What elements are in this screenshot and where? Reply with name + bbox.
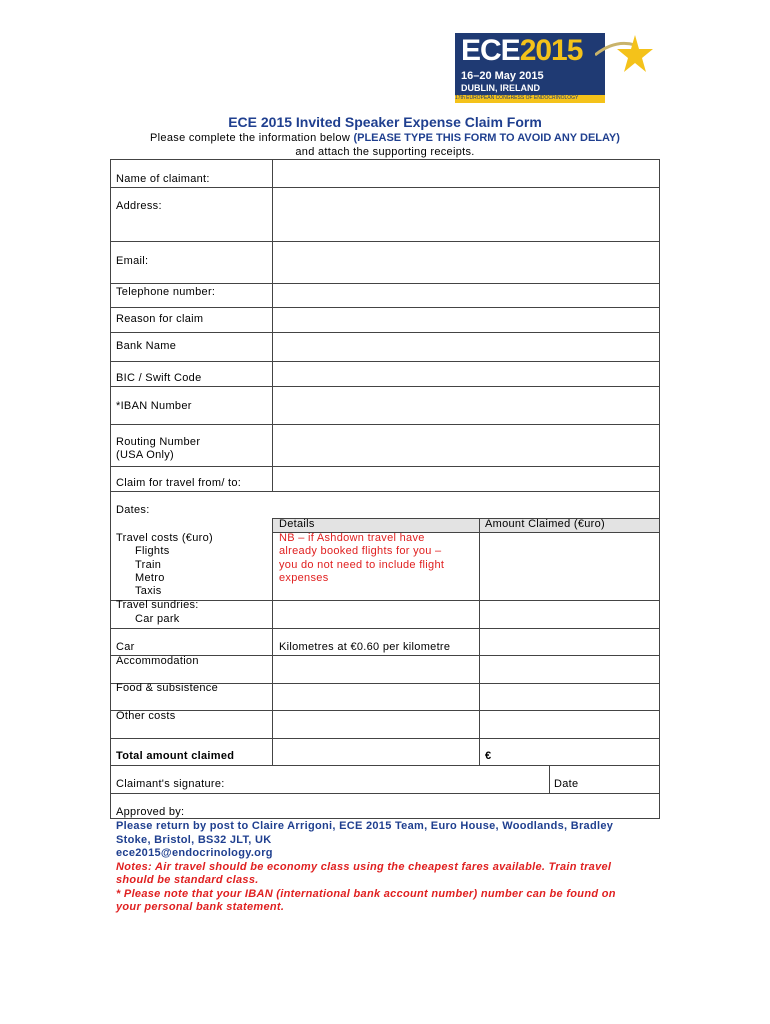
train-label: Train <box>135 559 162 571</box>
rule <box>110 793 660 794</box>
rule <box>110 818 660 819</box>
rule <box>110 241 660 242</box>
return-address-line2: Stoke, Bristol, BS32 JLT, UK <box>116 833 272 846</box>
metro-label: Metro <box>135 572 165 584</box>
nb-note-line3: you do not need to include flight <box>279 559 445 571</box>
flights-label: Flights <box>135 545 170 557</box>
rule <box>110 283 660 284</box>
rule <box>549 765 550 793</box>
rule <box>110 159 660 160</box>
rule <box>110 307 660 308</box>
logo-title: ECE2015 <box>461 34 583 67</box>
rule <box>110 738 660 739</box>
details-header: Details <box>279 518 315 530</box>
travel-notes-line2: should be standard class. <box>116 874 259 886</box>
logo-city: DUBLIN, IRELAND <box>461 83 540 93</box>
instructions-line1: Please complete the information below (PLEASE TYPE THIS FORM TO AVOID ANY DELAY) <box>150 132 620 144</box>
star-icon <box>595 35 653 81</box>
amount-header: Amount Claimed (€uro) <box>485 518 606 530</box>
contact-email[interactable]: ece2015@endocrinology.org <box>116 847 273 859</box>
iban-label: *IBAN Number <box>116 400 192 412</box>
routing-note: (USA Only) <box>116 449 175 461</box>
rule <box>272 518 273 765</box>
rule <box>110 187 660 188</box>
rule <box>110 491 660 492</box>
phone-label: Telephone number: <box>116 286 216 298</box>
return-address-line1: Please return by post to Claire Arrigoni, ECE 2015 Team, Euro House, Woodlands, Bradley <box>116 820 614 832</box>
signature-label: Claimant's signature: <box>116 778 225 790</box>
logo-congress: 17th EUROPEAN CONGRESS OF ENDOCRINOLOGY <box>455 95 605 103</box>
rule <box>110 466 660 467</box>
nb-note-line4: expenses <box>279 572 329 584</box>
form-title: ECE 2015 Invited Speaker Expense Claim Form <box>228 114 542 130</box>
dates-label: Dates: <box>116 504 150 516</box>
logo-dates: 16–20 May 2015 <box>461 70 544 82</box>
rule <box>110 159 111 819</box>
bic-label: BIC / Swift Code <box>116 372 202 384</box>
travel-costs-label: Travel costs (€uro) <box>116 532 213 544</box>
instructions-line2: and attach the supporting receipts. <box>295 146 475 158</box>
accommodation-label: Accommodation <box>116 655 199 667</box>
km-rate-label: Kilometres at €0.60 per kilometre <box>279 641 451 653</box>
routing-label: Routing Number <box>116 436 201 448</box>
rule <box>110 332 660 333</box>
car-label: Car <box>116 641 135 653</box>
travel-notes-line1: Notes: Air travel should be economy class using the cheapest fares available. Train travel <box>116 860 612 873</box>
rule <box>479 518 480 765</box>
reason-label: Reason for claim <box>116 313 204 325</box>
rule <box>110 386 660 387</box>
euro-symbol: € <box>485 750 492 762</box>
sundries-label: Travel sundries: <box>116 599 199 611</box>
email-label: Email: <box>116 255 149 267</box>
iban-note-line2: your personal bank statement. <box>116 901 285 913</box>
logo-band <box>455 33 605 103</box>
other-costs-label: Other costs <box>116 710 176 722</box>
rule <box>272 159 273 491</box>
food-label: Food & subsistence <box>116 682 219 694</box>
date-label: Date <box>554 778 579 790</box>
footer-notes <box>116 820 656 915</box>
car-park-label: Car park <box>135 613 180 625</box>
ece-2015-logo <box>455 33 655 103</box>
approved-label: Approved by: <box>116 806 185 818</box>
bank-name-label: Bank Name <box>116 340 177 352</box>
total-label: Total amount claimed <box>116 750 235 762</box>
rule <box>659 159 660 819</box>
iban-note-line1: * Please note that your IBAN (international bank account number) number can be found on <box>116 887 616 900</box>
name-label: Name of claimant: <box>116 173 210 185</box>
rule <box>110 765 660 766</box>
address-label: Address: <box>116 200 162 212</box>
rule <box>110 424 660 425</box>
taxis-label: Taxis <box>135 585 162 597</box>
rule <box>110 710 660 711</box>
rule <box>110 361 660 362</box>
rule <box>110 628 660 629</box>
nb-note-line1: NB – if Ashdown travel have <box>279 532 425 544</box>
travel-from-to-label: Claim for travel from/ to: <box>116 477 242 489</box>
nb-note-line2: already booked flights for you – <box>279 545 442 557</box>
